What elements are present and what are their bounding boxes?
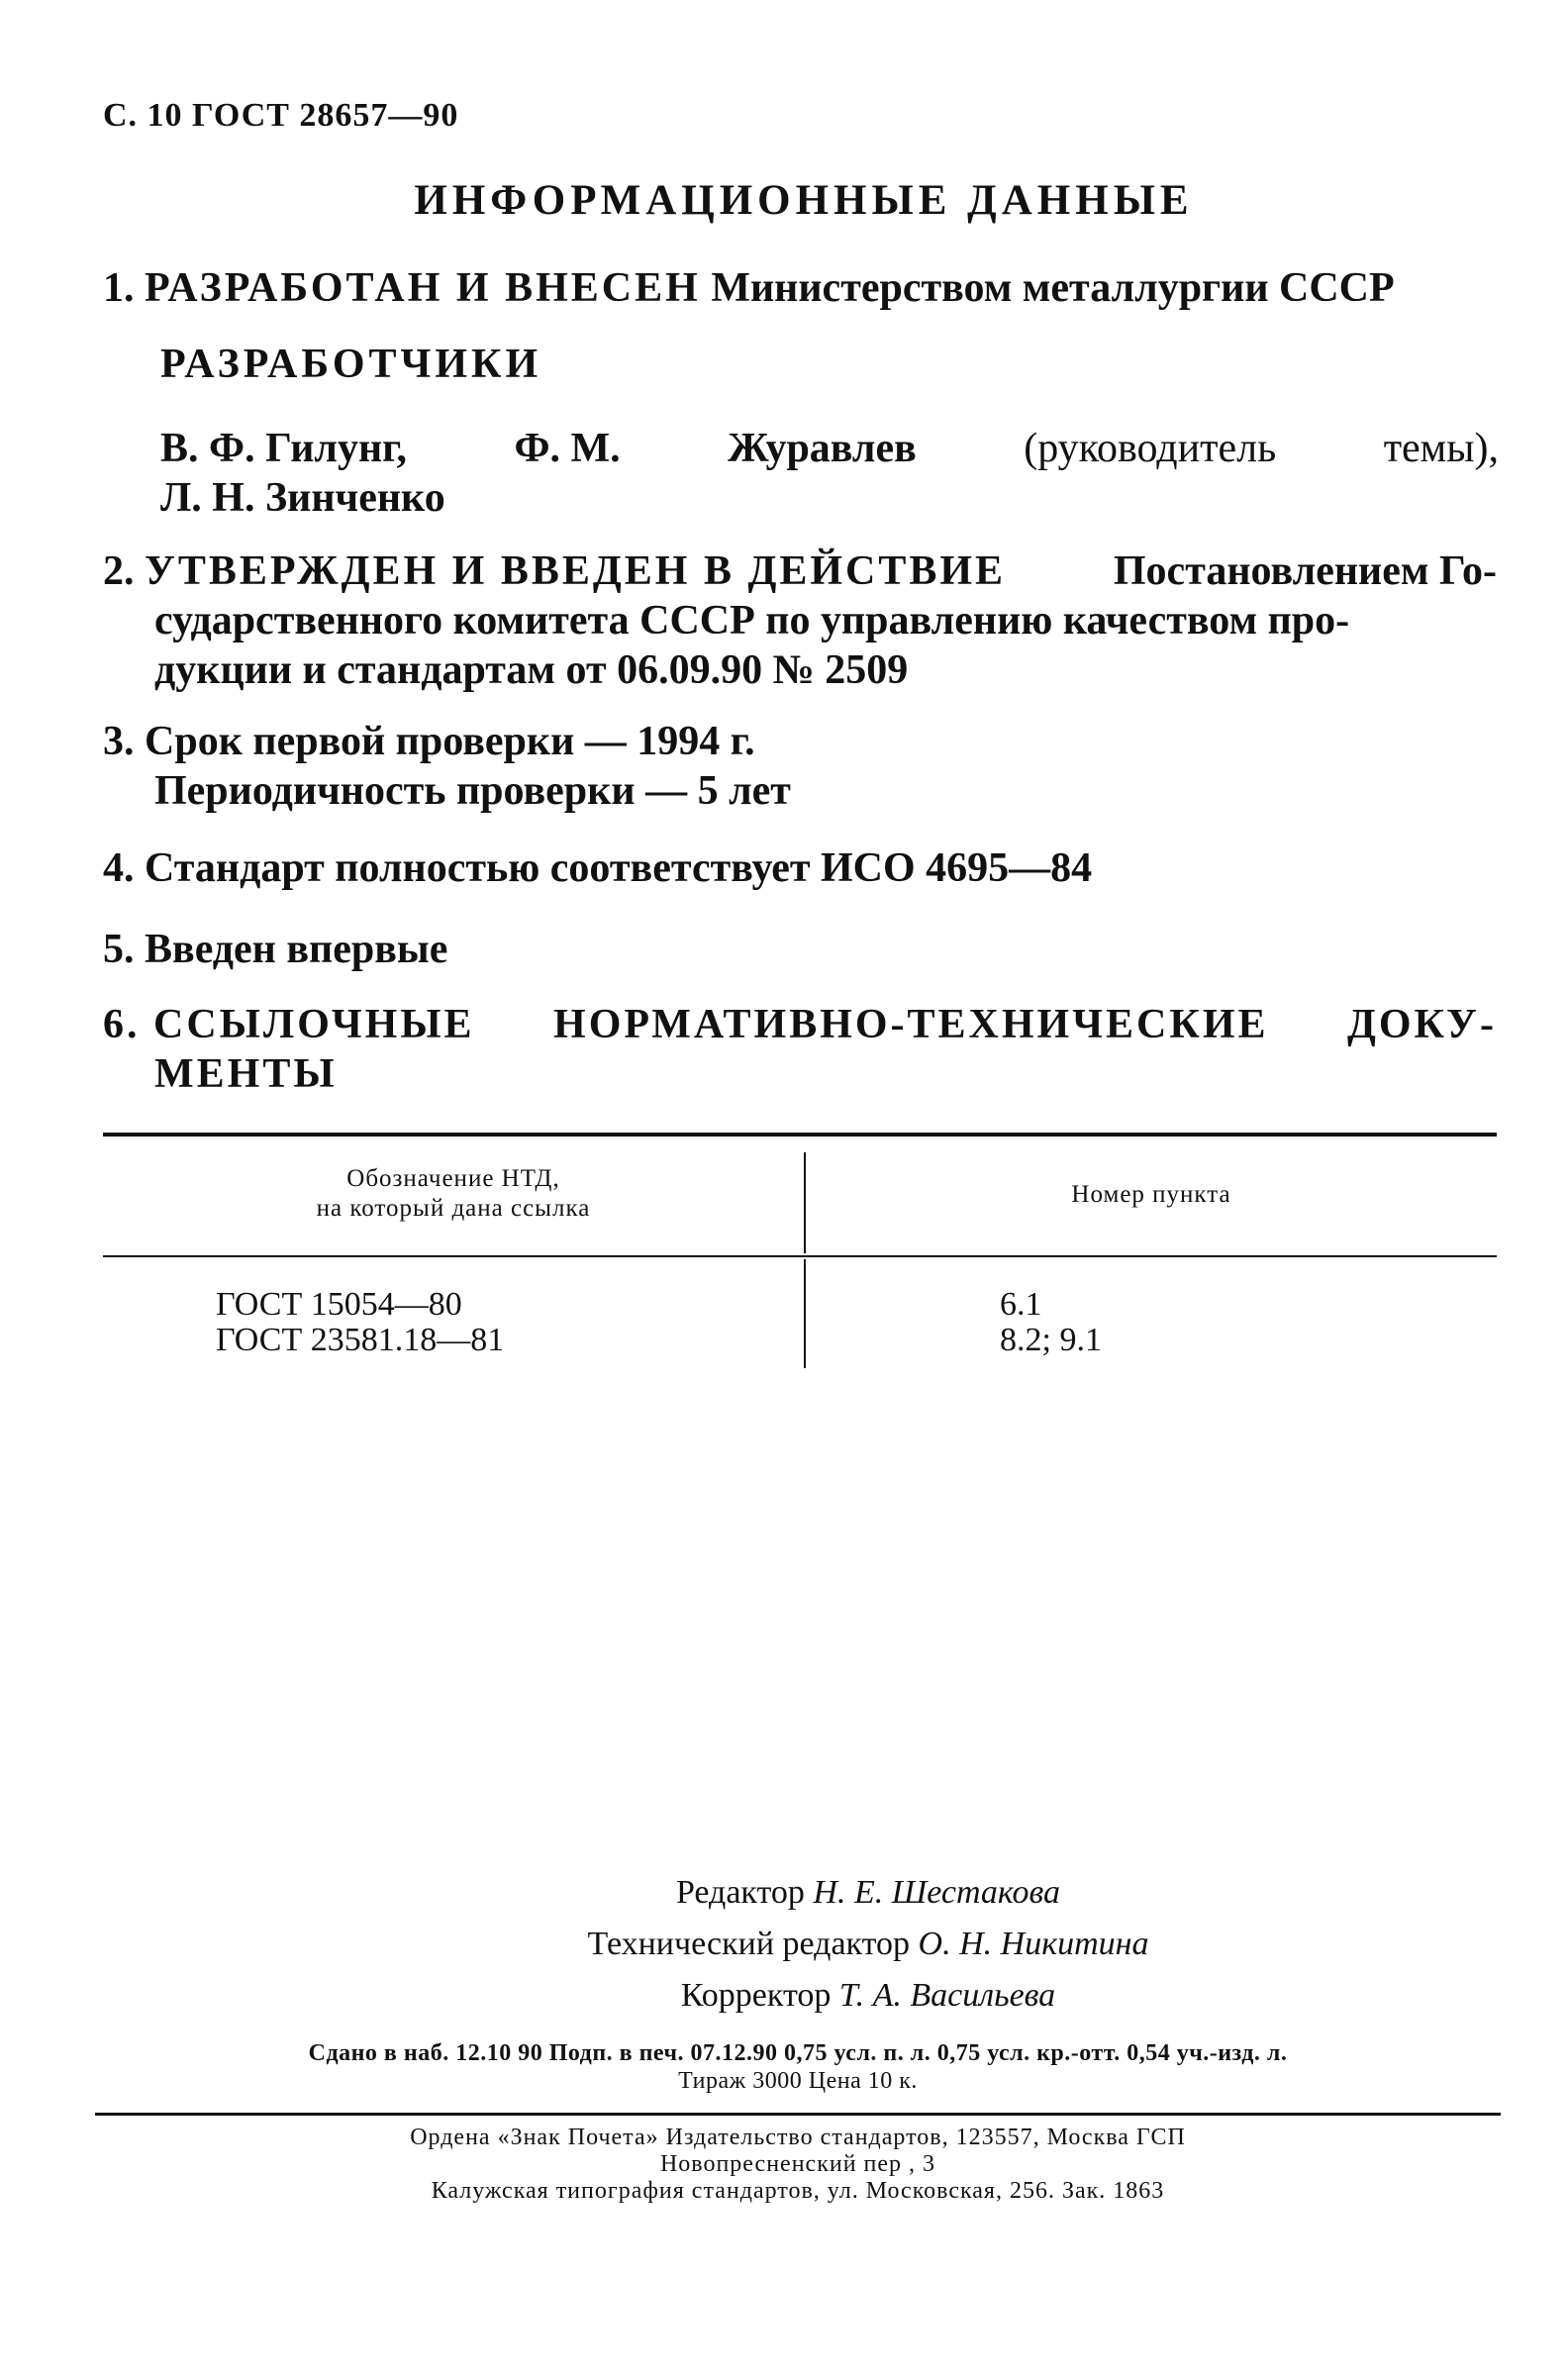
page-title: ИНФОРМАЦИОННЫЕ ДАННЫЕ <box>414 177 1194 224</box>
item-6-number: 6. <box>103 1002 141 1047</box>
tech-editor-name: О. Н. Никитина <box>918 1926 1149 1962</box>
editor-line <box>168 1867 1568 1919</box>
table-top-rule <box>103 1133 1497 1137</box>
developer-name-2: Ф. М. <box>514 426 621 471</box>
table-row-1-doc: ГОСТ 15054—80 <box>216 1286 462 1323</box>
item-2-line-3: дукции и стандартам от 06.09.90 № 2509 <box>154 647 909 693</box>
editor-label: Редактор <box>675 1874 805 1911</box>
table-row-1-clause: 6.1 <box>1000 1286 1042 1323</box>
editors-block <box>0 1867 1568 2022</box>
item-4-number: 4. <box>103 845 135 891</box>
developers-list <box>160 424 1499 523</box>
item-2-line-1: Постановлением Го- <box>1113 548 1497 594</box>
item-2-number: 2. <box>103 548 135 594</box>
table-row-2-clause: 8.2; 9.1 <box>1000 1322 1102 1358</box>
item-3 <box>103 717 1489 816</box>
table-header-rule <box>103 1255 1497 1257</box>
item-6-word-3: ДОКУ- <box>1346 1002 1497 1047</box>
corrector-line <box>168 1970 1568 2022</box>
developer-role-1: (руководитель <box>1024 426 1277 471</box>
item-3-line-2: Периодичность проверки — 5 лет <box>154 768 791 814</box>
item-5-text: Введен впервые <box>145 927 448 972</box>
item-6-word-1: ССЫЛОЧНЫЕ <box>153 1002 475 1047</box>
print-info <box>95 2039 1501 2095</box>
developer-role-2: темы), <box>1383 426 1499 471</box>
print-info-line-2: Тираж 3000 Цена 10 к. <box>678 2068 918 2094</box>
corrector-name: Т. А. Васильева <box>838 1977 1056 2014</box>
publisher-line-3: Калужская типография стандартов, ул. Московская, 256. Зак. 1863 <box>431 2178 1165 2204</box>
table-row-2-doc: ГОСТ 23581.18—81 <box>216 1322 505 1358</box>
tech-editor-line <box>168 1919 1568 1970</box>
table-body-divider <box>804 1259 806 1368</box>
editor-name: Н. Е. Шестакова <box>813 1874 1061 1911</box>
item-2 <box>103 546 1497 695</box>
table-header-col1: Обозначение НТД, на который дана ссылка <box>316 1165 591 1222</box>
item-1-text: Министерством металлургии СССР <box>711 265 1395 311</box>
developer-name-3: Журавлев <box>728 426 917 471</box>
item-2-caps: УТВЕРЖДЕН И ВВЕДЕН В ДЕЙСТВИЕ <box>145 548 1007 594</box>
publisher-line-2: Новопресненский пер , 3 <box>659 2151 936 2177</box>
item-5-number: 5. <box>103 927 135 972</box>
developers-label: РАЗРАБОТЧИКИ <box>160 342 542 387</box>
corrector-label: Корректор <box>680 1977 832 2014</box>
item-4-text: Стандарт полностью соответствует ИСО 4695—84 <box>145 845 1093 891</box>
item-5 <box>103 925 1489 974</box>
tech-editor-label: Технический редактор <box>587 1926 911 1962</box>
footer-rule <box>95 2113 1501 2116</box>
item-2-line-2: сударственного комитета СССР по управлению качеством про- <box>154 598 1350 643</box>
item-6-word-2: НОРМАТИВНО-ТЕХНИЧЕСКИЕ <box>553 1002 1269 1047</box>
item-6 <box>103 1000 1497 1099</box>
developer-name-4: Л. Н. Зинченко <box>160 475 445 521</box>
item-3-line-1: Срок первой проверки — 1994 г. <box>145 719 755 764</box>
item-4 <box>103 843 1489 893</box>
publisher-line-1: Ордена «Знак Почета» Издательство стандартов, 123557, Москва ГСП <box>410 2125 1186 2150</box>
item-6-word-4: МЕНТЫ <box>154 1051 338 1097</box>
item-1-caps: РАЗРАБОТАН И ВНЕСЕН <box>145 265 701 311</box>
item-1-number: 1. <box>103 265 135 311</box>
publisher-info <box>95 2125 1501 2205</box>
item-3-number: 3. <box>103 719 135 764</box>
print-info-line-1: Сдано в наб. 12.10 90 Подп. в печ. 07.12.90 0,75 усл. п. л. 0,75 усл. кр.-отт. 0,54 уч.-изд. л. <box>308 2040 1288 2066</box>
developer-name-1: В. Ф. Гилунг, <box>160 426 408 471</box>
item-1 <box>103 263 1489 313</box>
table-header-col2: Номер пункта <box>1071 1181 1231 1208</box>
page-header: С. 10 ГОСТ 28657—90 <box>103 97 459 134</box>
